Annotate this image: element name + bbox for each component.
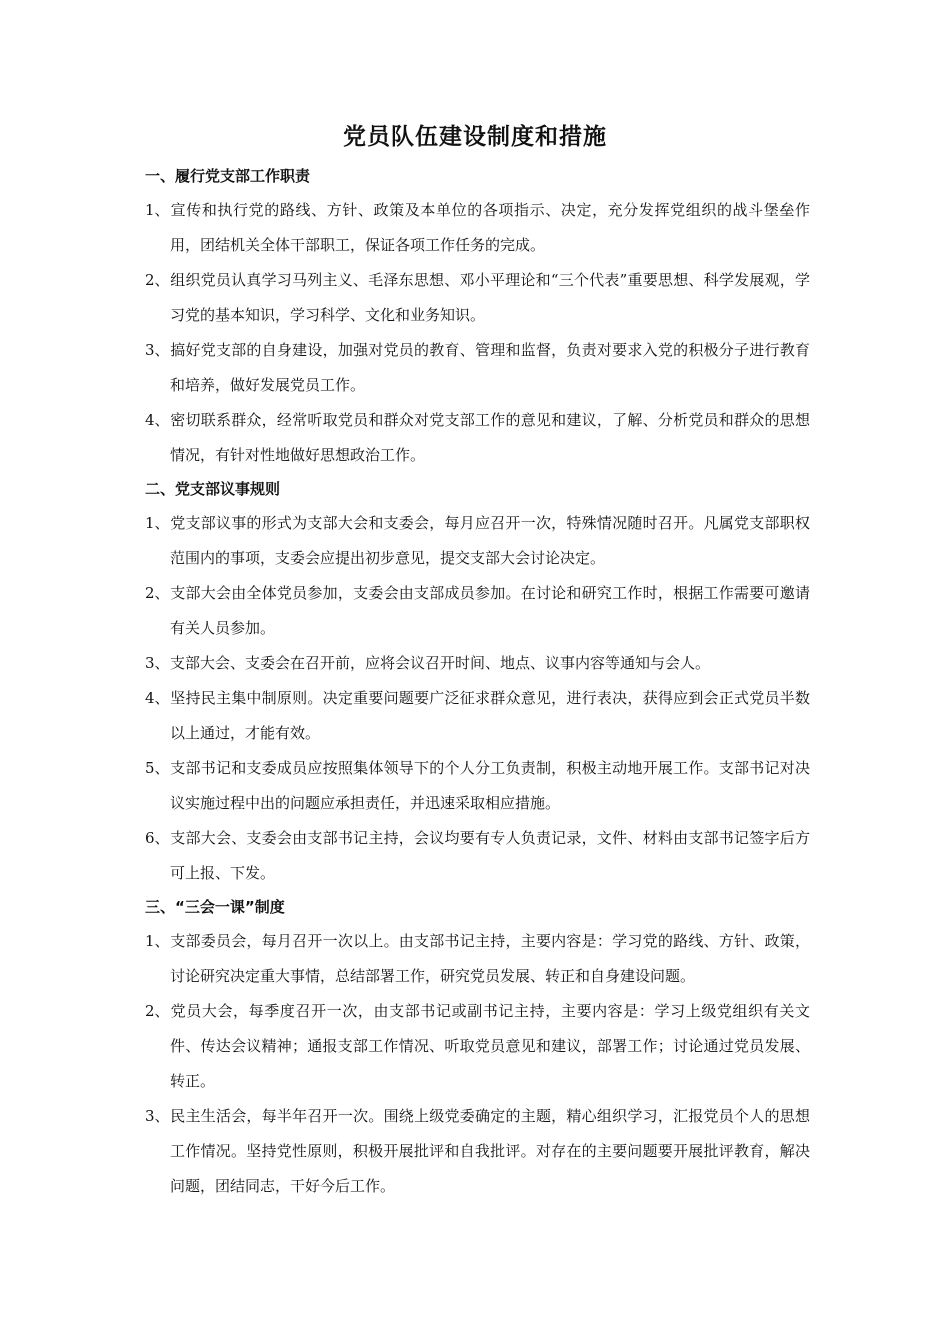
section-heading: 三、“三会一课”制度 bbox=[145, 898, 285, 916]
item-number: 1、 bbox=[145, 514, 170, 532]
section-heading: 一、履行党支部工作职责 bbox=[145, 167, 311, 185]
item-number: 4、 bbox=[145, 411, 170, 429]
item-number: 2、 bbox=[145, 271, 170, 289]
list-item bbox=[145, 751, 810, 821]
list-item bbox=[145, 681, 810, 751]
list-item bbox=[145, 1099, 810, 1204]
item-text: 支部大会、支委会在召开前，应将会议召开时间、地点、议事内容等通知与会人。 bbox=[170, 654, 711, 672]
item-text: 支部大会、支委会由支部书记主持，会议均要有专人负责记录，文件、材料由支部书记签字后方可上报、下发。 bbox=[170, 829, 810, 882]
list-item bbox=[145, 263, 810, 333]
list-item bbox=[145, 403, 810, 473]
item-number: 6、 bbox=[145, 829, 170, 847]
list-item bbox=[145, 193, 810, 263]
document-body bbox=[145, 160, 810, 1204]
item-number: 2、 bbox=[145, 1002, 170, 1020]
section-meeting-rules bbox=[145, 473, 810, 891]
list-item bbox=[145, 994, 810, 1099]
item-number: 3、 bbox=[145, 654, 170, 672]
item-text: 民主生活会，每半年召开一次。围绕上级党委确定的主题，精心组织学习，汇报党员个人的思想工作情况。坚持党性原则，积极开展批评和自我批评。对存在的主要问题要开展批评教育，解决问题，团结同志，干好今后工作。 bbox=[170, 1107, 810, 1195]
item-number: 5、 bbox=[145, 759, 170, 777]
item-text: 党支部议事的形式为支部大会和支委会，每月应召开一次，特殊情况随时召开。凡属党支部职权范围内的事项，支委会应提出初步意见，提交支部大会讨论决定。 bbox=[170, 514, 810, 567]
list-item bbox=[145, 646, 810, 681]
item-text: 坚持民主集中制原则。决定重要问题要广泛征求群众意见，进行表决，获得应到会正式党员半数以上通过，才能有效。 bbox=[170, 689, 810, 742]
item-text: 密切联系群众，经常听取党员和群众对党支部工作的意见和建议，了解、分析党员和群众的思想情况，有针对性地做好思想政治工作。 bbox=[170, 411, 810, 464]
list-item bbox=[145, 333, 810, 403]
document-title: 党员队伍建设制度和措施 bbox=[343, 123, 607, 150]
item-text: 搞好党支部的自身建设，加强对党员的教育、管理和监督，负责对要求入党的积极分子进行教育和培养，做好发展党员工作。 bbox=[170, 341, 810, 394]
item-number: 3、 bbox=[145, 341, 170, 359]
item-number: 3、 bbox=[145, 1107, 170, 1125]
item-text: 支部委员会，每月召开一次以上。由支部书记主持，主要内容是：学习党的路线、方针、政策，讨论研究决定重大事情，总结部署工作，研究党员发展、转正和自身建设问题。 bbox=[170, 932, 810, 985]
list-item bbox=[145, 576, 810, 646]
section-three-meetings bbox=[145, 891, 810, 1204]
item-number: 1、 bbox=[145, 201, 170, 219]
item-text: 支部书记和支委成员应按照集体领导下的个人分工负责制，积极主动地开展工作。支部书记对决议实施过程中出的问题应承担责任，并迅速采取相应措施。 bbox=[170, 759, 810, 812]
list-item bbox=[145, 924, 810, 994]
item-text: 党员大会，每季度召开一次，由支部书记或副书记主持，主要内容是：学习上级党组织有关文件、传达会议精神；通报支部工作情况、听取党员意见和建议，部署工作；讨论通过党员发展、转正。 bbox=[170, 1002, 810, 1090]
item-text: 宣传和执行党的路线、方针、政策及本单位的各项指示、决定，充分发挥党组织的战斗堡垒作用，团结机关全体干部职工，保证各项工作任务的完成。 bbox=[170, 201, 810, 254]
item-number: 4、 bbox=[145, 689, 170, 707]
section-duties bbox=[145, 160, 810, 473]
item-text: 组织党员认真学习马列主义、毛泽东思想、邓小平理论和“三个代表”重要思想、科学发展观，学习党的基本知识，学习科学、文化和业务知识。 bbox=[170, 271, 810, 324]
list-item bbox=[145, 821, 810, 891]
section-heading: 二、党支部议事规则 bbox=[145, 480, 281, 498]
item-text: 支部大会由全体党员参加，支委会由支部成员参加。在讨论和研究工作时，根据工作需要可邀请有关人员参加。 bbox=[170, 584, 810, 637]
item-number: 2、 bbox=[145, 584, 170, 602]
list-item bbox=[145, 506, 810, 576]
item-number: 1、 bbox=[145, 932, 170, 950]
